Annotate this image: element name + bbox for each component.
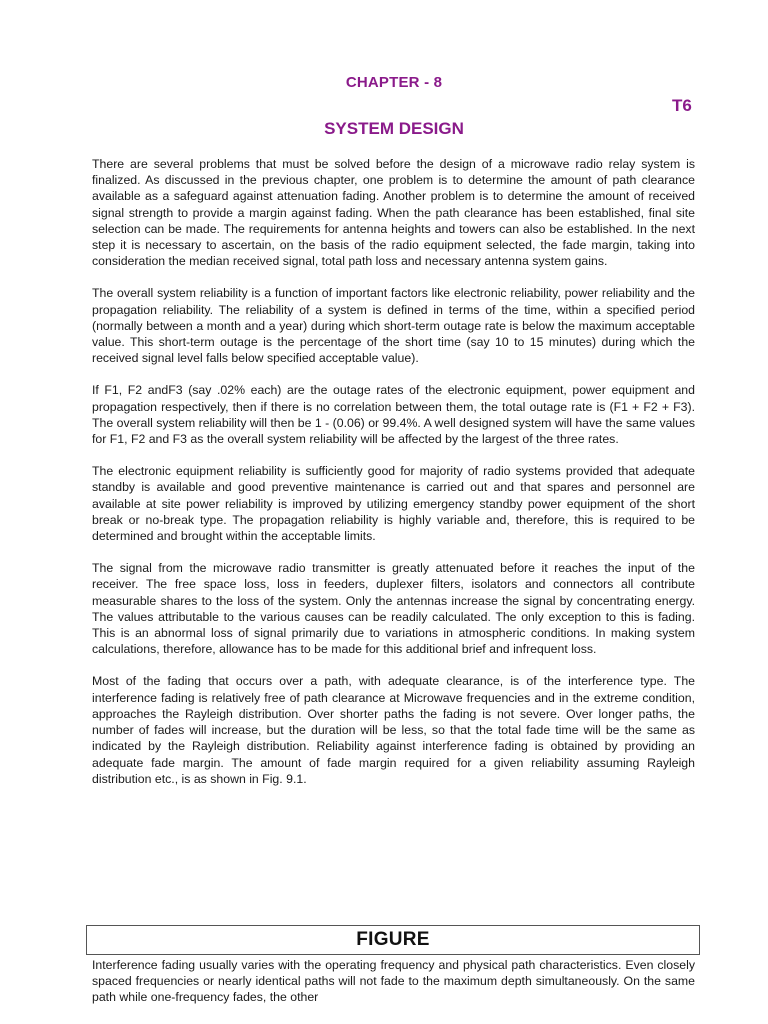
figure-label: FIGURE — [356, 929, 430, 950]
paragraph-equipment-reliability: The electronic equipment reliability is sufficiently good for majority of radio systems provided that adequate standby is available and good preventive maintenance is carried out and that spares and personnel are available at site power reliability is improved by utilizing emergency standby power equipment of the short break or no-break type. The propagation reliability is highly variable and, therefore, this is required to be determined and brought within the acceptable limits. — [92, 464, 695, 544]
chapter-title: SYSTEM DESIGN — [324, 119, 464, 138]
body-text — [92, 156, 695, 803]
paragraph-system-design-intro: There are several problems that must be solved before the design of a microwave radio relay system is finalized. As discussed in the previous chapter, one problem is to determine the amount of path clearance available as a safeguard against attenuation fading. Another problem is to determine the amount of received signal strength to provide a margin against fading. When the path clearance has been established, final site selection can be made. The requirements for antenna heights and towers can also be established. In the next step it is necessary to ascertain, on the basis of the radio equipment selected, the fade margin, taking into consideration the median received signal, total path loss and necessary antenna system gains. — [92, 157, 695, 269]
paragraph-signal-attenuation: The signal from the microwave radio transmitter is greatly attenuated before it reaches the input of the receiver. The free space loss, loss in feeders, duplexer filters, isolators and connectors all contribute measurable shares to the loss of the system. Only the antennas increase the signal by concentrating energy. The values attributable to the various causes can be readily calculated. The only exception to this is fading. This is an abnormal loss of signal primarily due to variations in atmospheric conditions. In making system calculations, therefore, allowance has to be made for this additional brief and infrequent loss. — [92, 561, 695, 657]
page-tag: T6 — [672, 96, 692, 115]
paragraph-system-reliability: The overall system reliability is a function of important factors like electronic reliability, power reliability and the propagation reliability. The reliability of a system is defined in terms of the time, within a specified period (normally between a month and a year) during which short-term outage rate is below the maximum acceptable value. This short-term outage is the percentage of the short time (say 10 to 15 minutes) during which the received signal level falls below specified acceptable value). — [92, 286, 695, 366]
chapter-label: CHAPTER - 8 — [345, 74, 443, 91]
tail-text — [92, 957, 695, 1022]
paragraph-outage-rates: If F1, F2 andF3 (say .02% each) are the outage rates of the electronic equipment, power equipment and propagation respectively, then if there is no correlation between them, the total outage rate is (F1 + F2 + F3). The overall system reliability will then be 1 - (0.06) or 99.4%. A well designed system will have the same values for F1, F2 and F3 as the overall system reliability will be affected by the largest of the three rates. — [92, 383, 695, 447]
paragraph-interference-fading: Most of the fading that occurs over a path, with adequate clearance, is of the interference type. The interference fading is relatively free of path clearance at Microwave frequencies and in the extreme condition, approaches the Rayleigh distribution. Over shorter paths the fading is not severe. Over longer paths, the number of fades will increase, but the duration will be less, so that the total fade time will be the same as indicated by the Rayleigh distribution. Reliability against interference fading is obtained by providing an adequate fade margin. The amount of fade margin required for a given reliability assuming Rayleigh distribution etc., is as shown in Fig. 9.1. — [92, 674, 695, 786]
figure-placeholder — [86, 925, 700, 955]
paragraph-frequency-diversity: Interference fading usually varies with the operating frequency and physical path characteristics. Even closely spaced frequencies or nearly identical paths will not fade to the maximum depth simultaneously. On the same path while one-frequency fades, the other — [92, 958, 695, 1005]
